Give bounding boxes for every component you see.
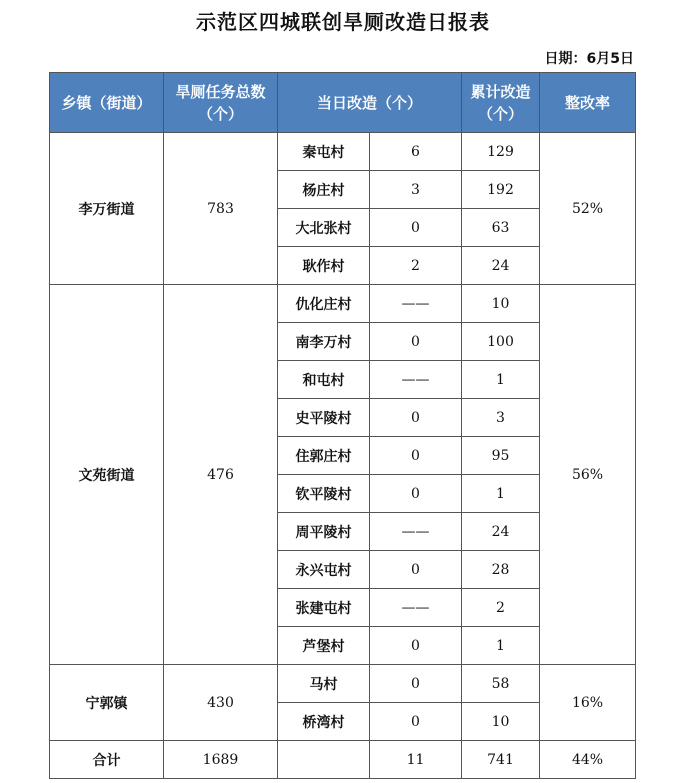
village-name: 马村 xyxy=(278,665,370,703)
village-daily: —— xyxy=(370,589,462,627)
village-cumulative: 28 xyxy=(462,551,540,589)
total-tasks: 1689 xyxy=(164,741,278,779)
town-name: 文苑街道 xyxy=(50,285,164,665)
village-cumulative: 1 xyxy=(462,475,540,513)
town-rate: 16% xyxy=(540,665,636,741)
village-daily: 0 xyxy=(370,475,462,513)
village-daily: —— xyxy=(370,285,462,323)
header-town: 乡镇（街道） xyxy=(50,73,164,133)
village-name: 南李万村 xyxy=(278,323,370,361)
village-daily: 6 xyxy=(370,133,462,171)
village-cumulative: 192 xyxy=(462,171,540,209)
total-label: 合计 xyxy=(50,741,164,779)
table-row xyxy=(50,285,636,323)
total-village-blank xyxy=(278,741,370,779)
village-cumulative: 129 xyxy=(462,133,540,171)
village-daily: —— xyxy=(370,513,462,551)
village-daily: —— xyxy=(370,361,462,399)
village-cumulative: 24 xyxy=(462,247,540,285)
village-daily: 0 xyxy=(370,437,462,475)
report-body xyxy=(50,133,636,779)
village-daily: 3 xyxy=(370,171,462,209)
village-name: 仇化庄村 xyxy=(278,285,370,323)
town-rate: 52% xyxy=(540,133,636,285)
village-daily: 2 xyxy=(370,247,462,285)
header-row xyxy=(50,73,636,133)
village-daily: 0 xyxy=(370,399,462,437)
village-cumulative: 63 xyxy=(462,209,540,247)
village-name: 大北张村 xyxy=(278,209,370,247)
report-title: 示范区四城联创旱厕改造日报表 xyxy=(196,10,490,34)
village-name: 芦堡村 xyxy=(278,627,370,665)
report-date: 日期：6月5日 xyxy=(544,51,634,67)
header-cumulative: 累计改造（个） xyxy=(462,73,540,133)
village-name: 和屯村 xyxy=(278,361,370,399)
town-total-tasks: 476 xyxy=(164,285,278,665)
village-cumulative: 2 xyxy=(462,589,540,627)
village-cumulative: 95 xyxy=(462,437,540,475)
village-daily: 0 xyxy=(370,209,462,247)
table-row xyxy=(50,133,636,171)
town-name: 宁郭镇 xyxy=(50,665,164,741)
town-rate: 56% xyxy=(540,285,636,665)
village-cumulative: 3 xyxy=(462,399,540,437)
header-rate: 整改率 xyxy=(540,73,636,133)
village-name: 耿作村 xyxy=(278,247,370,285)
village-name: 永兴屯村 xyxy=(278,551,370,589)
village-name: 钦平陵村 xyxy=(278,475,370,513)
village-cumulative: 10 xyxy=(462,703,540,741)
village-cumulative: 58 xyxy=(462,665,540,703)
village-daily: 0 xyxy=(370,551,462,589)
total-rate: 44% xyxy=(540,741,636,779)
village-cumulative: 10 xyxy=(462,285,540,323)
village-name: 桥湾村 xyxy=(278,703,370,741)
village-cumulative: 100 xyxy=(462,323,540,361)
village-name: 秦屯村 xyxy=(278,133,370,171)
header-total-tasks: 旱厕任务总数（个） xyxy=(164,73,278,133)
header-daily: 当日改造（个） xyxy=(278,73,462,133)
village-name: 周平陵村 xyxy=(278,513,370,551)
village-name: 史平陵村 xyxy=(278,399,370,437)
village-daily: 0 xyxy=(370,703,462,741)
village-name: 住郭庄村 xyxy=(278,437,370,475)
village-cumulative: 1 xyxy=(462,361,540,399)
total-daily: 11 xyxy=(370,741,462,779)
total-row xyxy=(50,741,636,779)
village-daily: 0 xyxy=(370,665,462,703)
village-cumulative: 24 xyxy=(462,513,540,551)
village-name: 张建屯村 xyxy=(278,589,370,627)
village-daily: 0 xyxy=(370,323,462,361)
town-total-tasks: 430 xyxy=(164,665,278,741)
report-table xyxy=(49,72,636,779)
total-cumulative: 741 xyxy=(462,741,540,779)
village-cumulative: 1 xyxy=(462,627,540,665)
village-daily: 0 xyxy=(370,627,462,665)
town-total-tasks: 783 xyxy=(164,133,278,285)
town-name: 李万街道 xyxy=(50,133,164,285)
table-row xyxy=(50,665,636,703)
village-name: 杨庄村 xyxy=(278,171,370,209)
